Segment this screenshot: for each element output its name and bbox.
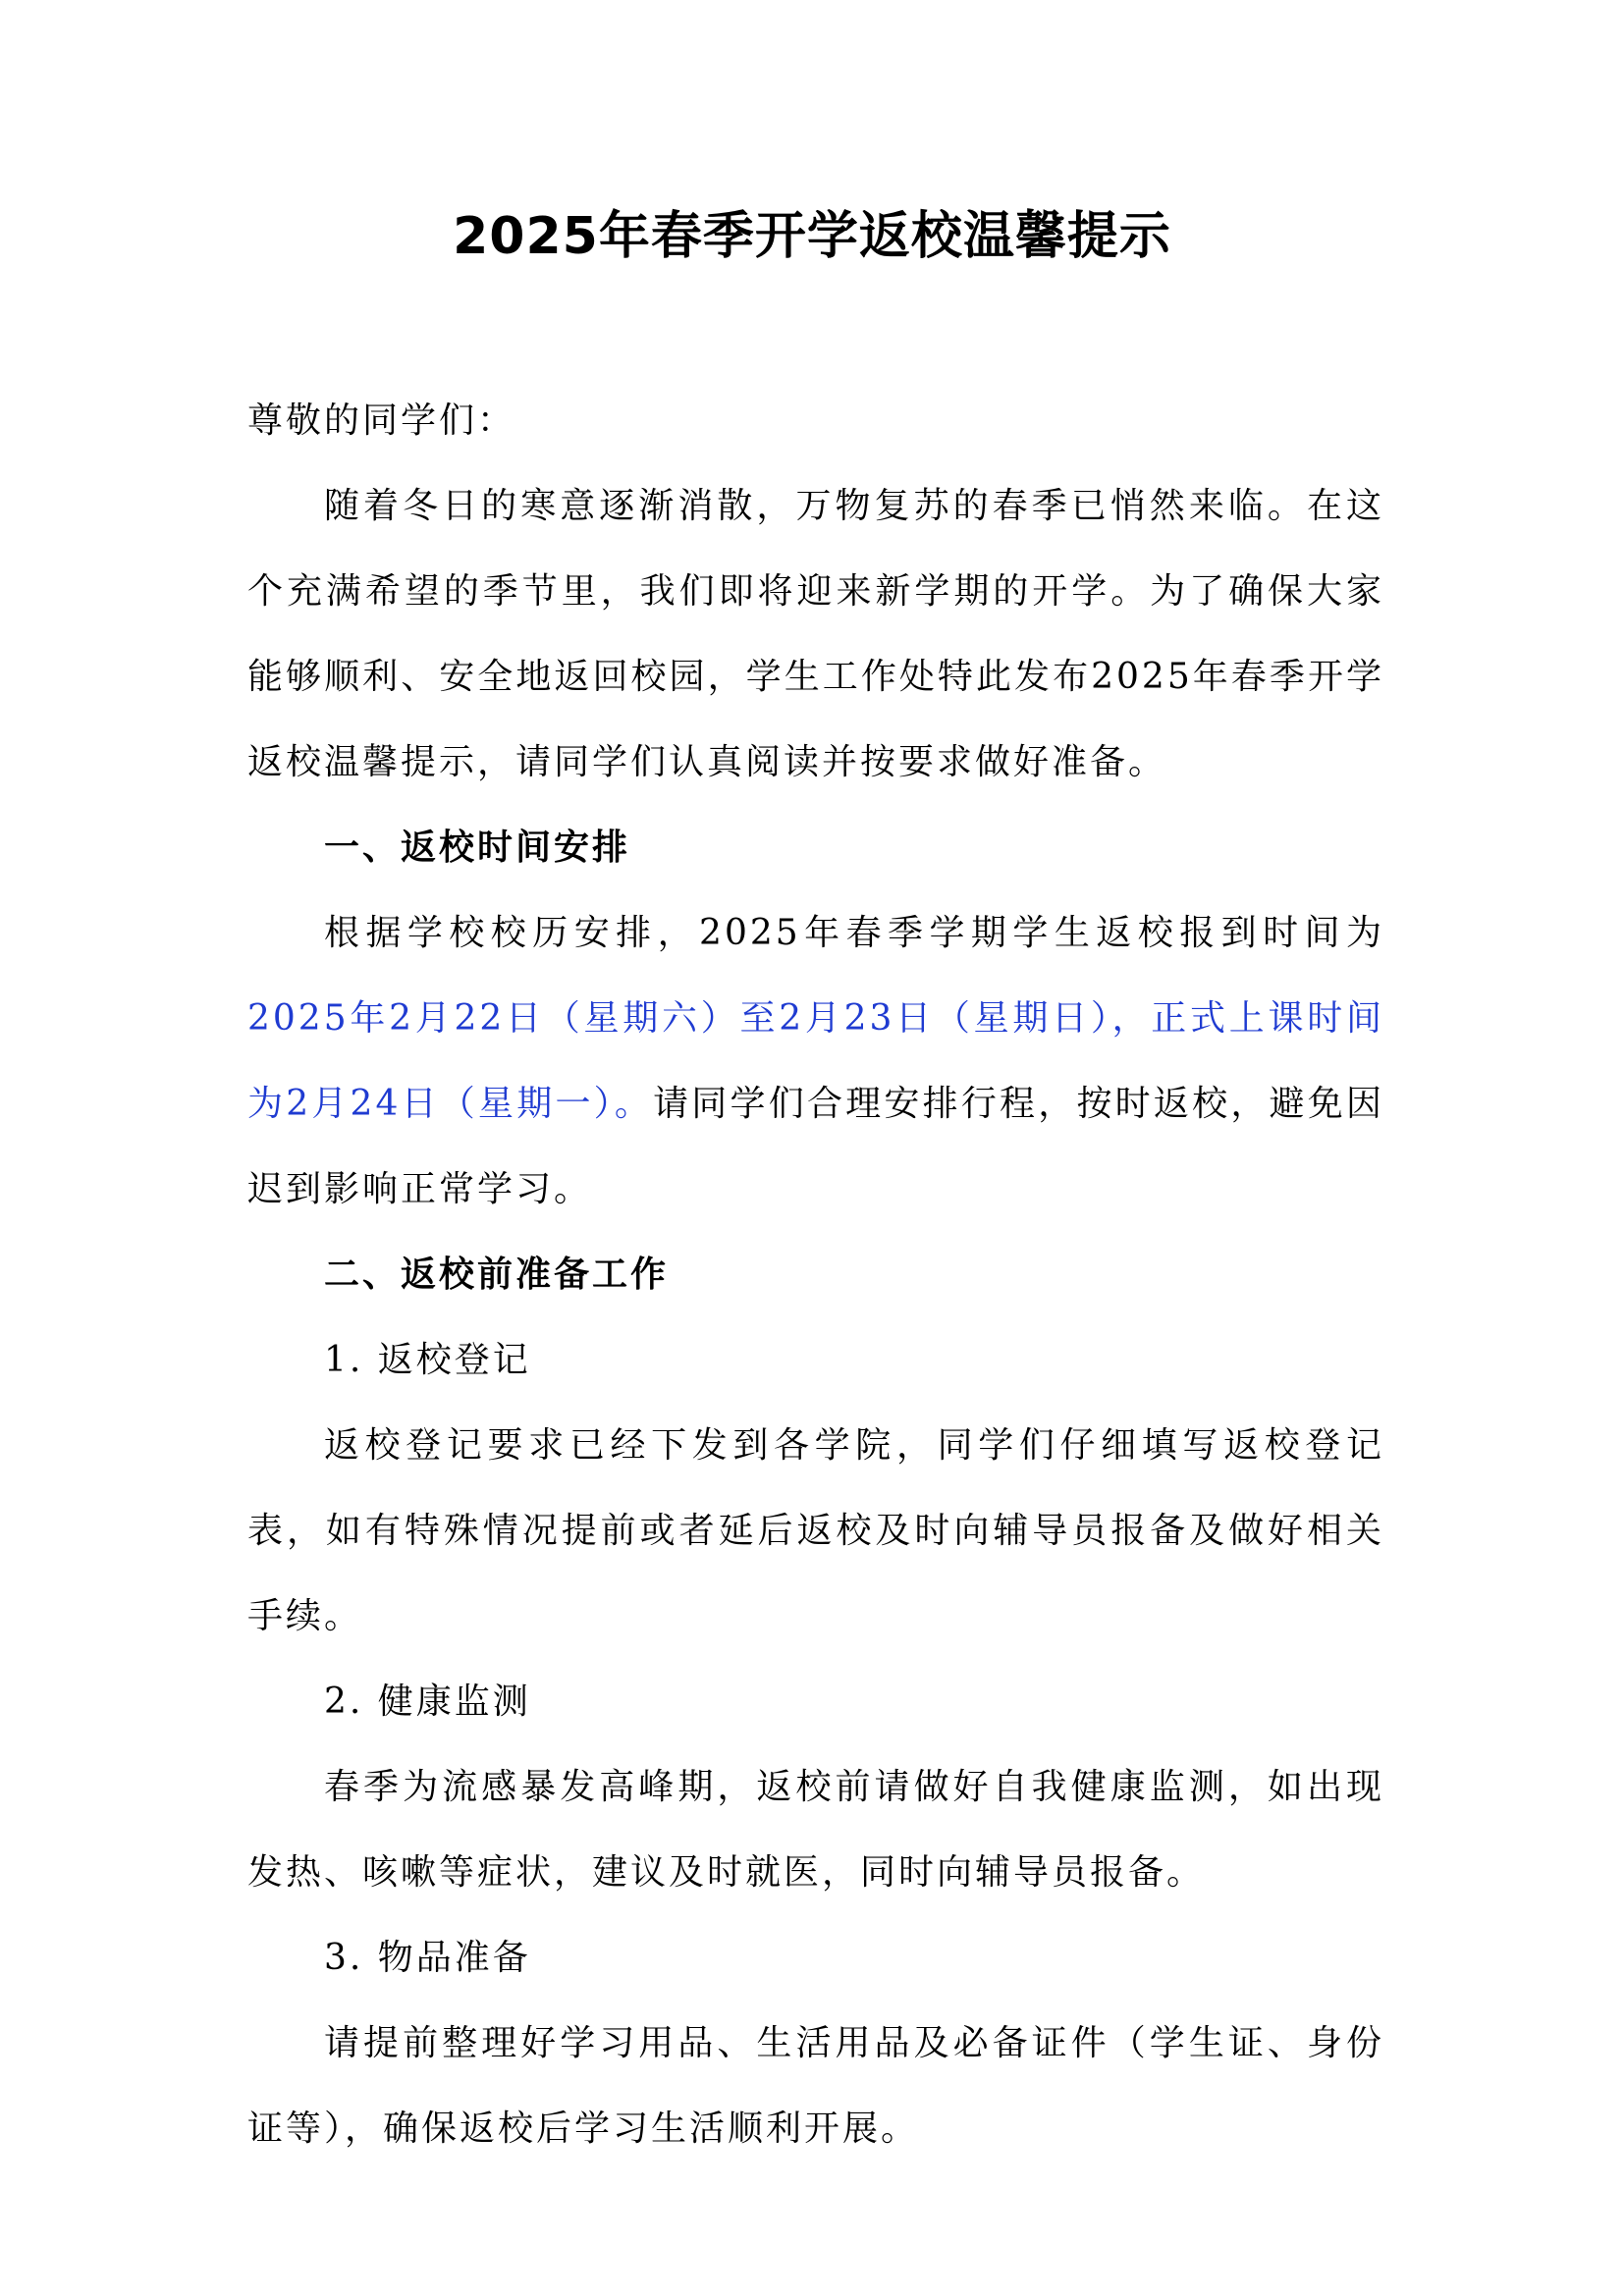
item-title-registration: 1. 返校登记 xyxy=(324,1340,531,1380)
section-heading-return-schedule: 一、返校时间安排 xyxy=(324,828,631,868)
item-title-health: 2. 健康监测 xyxy=(324,1682,531,1722)
document-body xyxy=(247,378,1384,2171)
salutation: 尊敬的同学们： xyxy=(247,400,516,441)
section-heading-preparation: 二、返校前准备工作 xyxy=(324,1255,670,1295)
item-text-health: 春季为流感暴发高峰期，返校前请做好自我健康监测，如出现发热、咳嗽等症状，建议及时就医，同时向辅导员报备。 xyxy=(247,1767,1384,1893)
return-schedule-paragraph xyxy=(247,890,1384,1232)
schedule-text-before: 根据学校校历安排，2025年春季学期学生返校报到时间为 xyxy=(324,913,1384,953)
schedule-text-after: 请同学们合理安排行程，按时返校，避免因迟到影响正常学习。 xyxy=(247,1084,1384,1209)
item-title-supplies: 3. 物品准备 xyxy=(324,1938,531,1978)
item-text-registration: 返校登记要求已经下发到各学院，同学们仔细填写返校登记表，如有特殊情况提前或者延后返校及时向辅导员报备及做好相关手续。 xyxy=(247,1425,1384,1636)
intro-paragraph: 随着冬日的寒意逐渐消散，万物复苏的春季已悄然来临。在这个充满希望的季节里，我们即将迎来新学期的开学。为了确保大家能够顺利、安全地返回校园，学生工作处特此发布2025年春季开学返校温馨提示，请同学们认真阅读并按要求做好准备。 xyxy=(247,486,1384,782)
page-title: 2025年春季开学返校温馨提示 xyxy=(453,207,1171,266)
item-text-supplies: 请提前整理好学习用品、生活用品及必备证件（学生证、身份证等），确保返校后学习生活顺利开展。 xyxy=(247,2023,1384,2149)
schedule-dates-highlight: 2025年2月22日（星期六）至2月23日（星期日），正式上课时间为2月24日（星期一）。 xyxy=(247,998,1384,1124)
